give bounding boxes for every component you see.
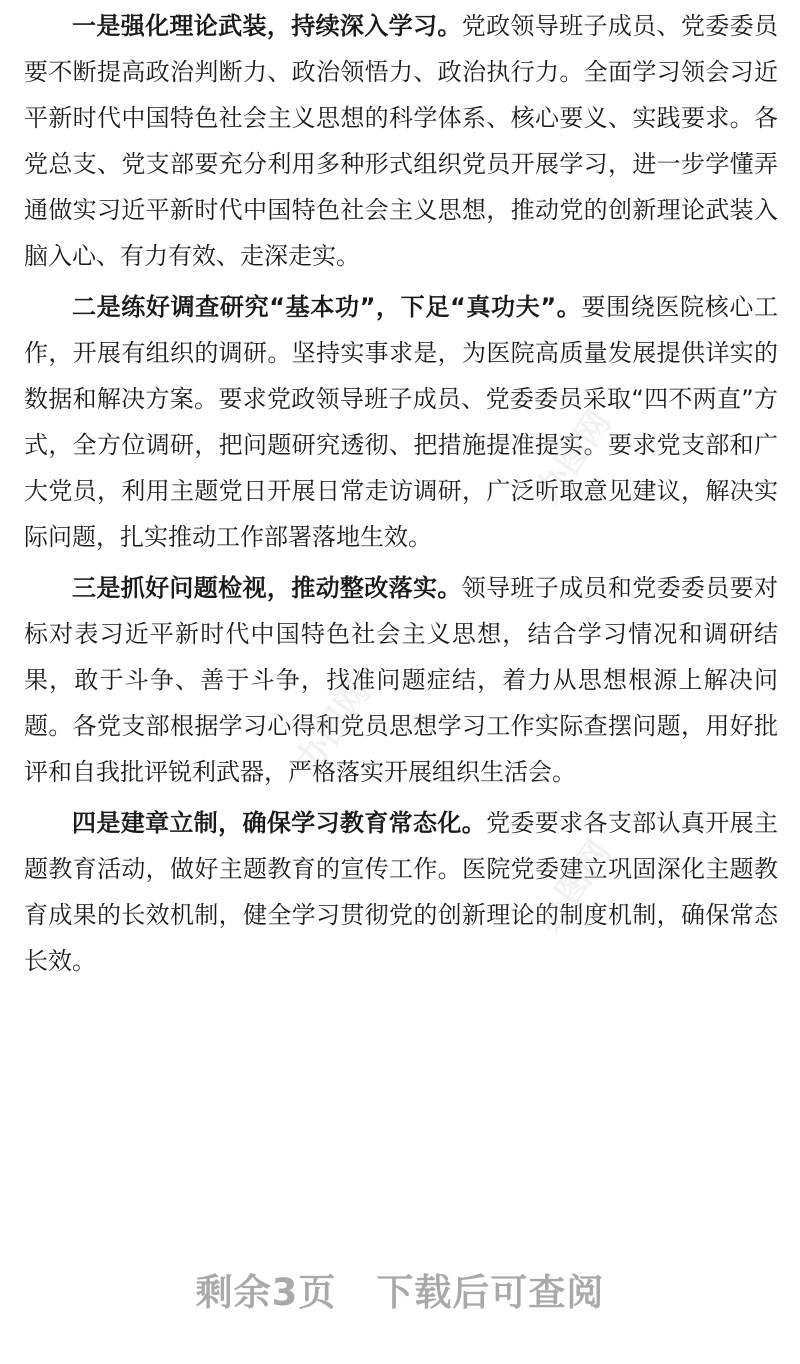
paragraph-3 xyxy=(24,565,778,795)
paragraph-2-lead: 二是练好调查研究“基本功”，下足“真功夫”。 xyxy=(72,293,582,321)
watermark-3: 办图网 xyxy=(528,833,620,940)
watermark-2: 办图网 xyxy=(288,673,380,780)
paragraph-4 xyxy=(24,800,778,984)
document-body xyxy=(24,0,778,989)
download-to-view-label: 下载后可查阅 xyxy=(376,1271,605,1314)
remaining-pages-label: 剩余3页 xyxy=(195,1271,337,1314)
paragraph-4-body: 党委要求各支部认真开展主题教育活动，做好主题教育的宣传工作。医院党委建立巩固深化主题教育成果的长效机制，健全学习贯彻党的创新理论的制度机制，确保常态长效。 xyxy=(24,809,779,975)
paragraph-1-lead: 一是强化理论武装，持续深入学习。 xyxy=(72,12,462,40)
download-prompt[interactable] xyxy=(0,1262,800,1316)
paragraph-2 xyxy=(24,284,778,560)
watermark-1: 办图网 xyxy=(528,403,620,510)
paragraph-3-body: 领导班子成员和党委委员要对标对表习近平新时代中国特色社会主义思想，结合学习情况和调研结果，敢于斗争、善于斗争，找准问题症结，着力从思想根源上解决问题。各党支部根据学习心得和党员思想学习工作实际查摆问题，用好批评和自我批评锐利武器，严格落实开展组织生活会。 xyxy=(24,574,779,786)
paragraph-3-lead: 三是抓好问题检视，推动整改落实。 xyxy=(72,574,462,602)
paragraph-4-lead: 四是建章立制，确保学习教育常态化。 xyxy=(72,809,487,837)
paragraph-1-body: 党政领导班子成员、党委委员要不断提高政治判断力、政治领悟力、政治执行力。全面学习领会习近平新时代中国特色社会主义思想的科学体系、核心要义、实践要求。各党总支、党支部要充分利用多种形式组织党员开展学习，进一步学懂弄通做实习近平新时代中国特色社会主义思想，推动党的创新理论武装入脑入心、有力有效、走深走实。 xyxy=(24,12,779,270)
paragraph-1 xyxy=(24,3,778,279)
paragraph-2-body: 要围绕医院核心工作，开展有组织的调研。坚持实事求是，为医院高质量发展提供详实的数据和解决方案。要求党政领导班子成员、党委委员采取“四不两直”方式，全方位调研，把问题研究透彻、把措施提准提实。要求党支部和广大党员，利用主题党日开展日常走访调研，广泛听取意见建议，解决实际问题，扎实推动工作部署落地生效。 xyxy=(24,293,779,551)
